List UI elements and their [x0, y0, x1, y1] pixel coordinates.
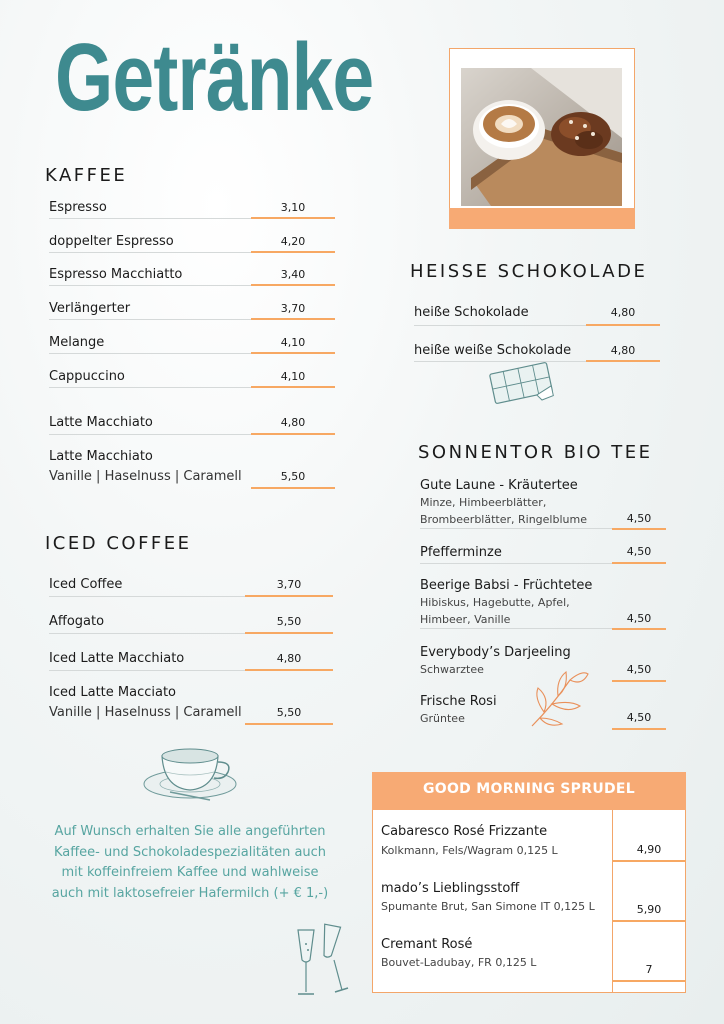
tee-heading: SONNENTOR BIO TEE	[418, 442, 653, 463]
item-price: 5,90	[636, 903, 662, 916]
item-price: 3,10	[280, 201, 306, 214]
item-rule	[420, 528, 612, 529]
price-underline	[245, 669, 333, 671]
price-underline	[251, 433, 335, 435]
item-description: Brombeerblätter, Ringelblume	[420, 513, 587, 526]
page-title: Getränke	[55, 24, 374, 131]
item-price: 4,50	[626, 545, 652, 558]
price-underline	[612, 920, 686, 922]
price-underline	[586, 360, 660, 362]
item-name: heiße weiße Schokolade	[414, 343, 572, 358]
item-price: 4,10	[280, 370, 306, 383]
item-name: Cappuccino	[49, 369, 125, 384]
item-rule	[414, 325, 586, 326]
item-rule	[49, 434, 251, 435]
item-description: Hibiskus, Hagebutte, Apfel,	[420, 596, 570, 609]
champagne-glasses-sketch-icon	[290, 920, 352, 1000]
iced-coffee-heading: ICED COFFEE	[45, 533, 192, 554]
item-price: 4,90	[636, 843, 662, 856]
item-rule	[49, 218, 251, 219]
item-price: 4,20	[280, 235, 306, 248]
price-underline	[251, 284, 335, 286]
item-price: 4,80	[276, 652, 302, 665]
coffee-cup-photo	[461, 68, 622, 206]
item-rule	[49, 633, 245, 634]
item-variants: Vanille | Haselnuss | Caramell	[49, 469, 242, 484]
item-description: Grüntee	[420, 712, 465, 725]
price-underline	[245, 595, 333, 597]
item-description: Spumante Brut, San Simone IT 0,125 L	[381, 900, 595, 913]
price-underline	[245, 723, 333, 725]
item-price: 4,50	[626, 711, 652, 724]
item-price: 5,50	[276, 615, 302, 628]
price-underline	[612, 628, 666, 630]
item-price: 4,50	[626, 512, 652, 525]
item-price: 4,80	[610, 306, 636, 319]
price-underline	[251, 217, 335, 219]
item-name: Cabaresco Rosé Frizzante	[381, 824, 548, 839]
item-rule	[420, 563, 612, 564]
item-rule	[49, 387, 251, 388]
item-name: heiße Schokolade	[414, 305, 529, 320]
kaffee-heading: KAFFEE	[45, 165, 128, 186]
item-name: Espresso Macchiatto	[49, 267, 183, 282]
note-line: Auf Wunsch erhalten Sie alle angeführten	[54, 824, 326, 839]
item-rule	[49, 353, 251, 354]
item-price: 4,80	[610, 344, 636, 357]
item-rule	[49, 252, 251, 253]
item-name: Espresso	[49, 200, 107, 215]
item-rule	[49, 596, 245, 597]
price-underline	[586, 324, 660, 326]
price-underline	[612, 980, 686, 982]
item-price: 4,50	[626, 612, 652, 625]
price-underline	[251, 487, 335, 489]
item-price: 5,50	[276, 706, 302, 719]
item-name: Gute Laune - Kräutertee	[420, 478, 578, 493]
item-name: Melange	[49, 335, 105, 350]
item-price: 4,50	[626, 663, 652, 676]
item-name: Iced Coffee	[49, 577, 123, 592]
price-underline	[251, 251, 335, 253]
price-underline	[612, 562, 666, 564]
item-name: Iced Latte Macchiato	[49, 651, 185, 666]
item-name: Pfefferminze	[420, 545, 502, 560]
price-underline	[251, 386, 335, 388]
laktosefrei-note	[48, 822, 332, 904]
item-description: Bouvet-Ladubay, FR 0,125 L	[381, 956, 537, 969]
item-price: 3,70	[276, 578, 302, 591]
item-name: Latte Macchiato	[49, 415, 153, 430]
item-price: 3,70	[280, 302, 306, 315]
item-name: Affogato	[49, 614, 105, 629]
price-underline	[245, 632, 333, 634]
item-variants: Vanille | Haselnuss | Caramell	[49, 705, 242, 720]
item-description: Minze, Himbeerblätter,	[420, 496, 547, 509]
item-name: Latte Macchiato	[49, 449, 153, 464]
item-description: Kolkmann, Fels/Wagram 0,125 L	[381, 844, 558, 857]
price-underline	[251, 318, 335, 320]
note-line: auch mit laktosefreier Hafermilch (+ € 1,-)	[51, 885, 329, 901]
note-line: Kaffee- und Schokoladespezialitäten auch	[53, 844, 327, 860]
coffee-cup-sketch-icon	[140, 742, 240, 804]
item-description: Schwarztee	[420, 663, 484, 676]
price-underline	[251, 352, 335, 354]
item-rule	[49, 670, 245, 671]
item-rule	[49, 319, 251, 320]
item-name: mado’s Lieblingsstoff	[381, 881, 520, 896]
price-underline	[612, 680, 666, 682]
item-name: Verlängerter	[49, 301, 131, 316]
item-name: Everybody’s Darjeeling	[420, 645, 571, 660]
price-underline	[612, 860, 686, 862]
tea-leaf-sketch-icon	[522, 666, 592, 730]
note-line: mit koffeinfreiem Kaffee und wahlweise	[61, 865, 319, 880]
chocolate-bar-sketch-icon	[486, 362, 556, 404]
price-underline	[612, 728, 666, 730]
item-price: 5,50	[280, 470, 306, 483]
schokolade-heading: HEISSE SCHOKOLADE	[410, 261, 648, 282]
item-rule	[49, 285, 251, 286]
item-description: Himbeer, Vanille	[420, 613, 511, 626]
item-rule	[420, 628, 612, 629]
item-price: 4,80	[280, 416, 306, 429]
item-price: 7	[645, 963, 653, 976]
item-name: Beerige Babsi - Früchtetee	[420, 578, 593, 593]
item-name: Frische Rosi	[420, 694, 497, 709]
price-underline	[612, 528, 666, 530]
sprudel-heading: GOOD MORNING SPRUDEL	[372, 772, 686, 810]
item-name: doppelter Espresso	[49, 234, 174, 249]
item-name: Cremant Rosé	[381, 937, 473, 952]
item-price: 3,40	[280, 268, 306, 281]
item-name: Iced Latte Macciato	[49, 685, 177, 700]
photo-accent-band	[449, 208, 635, 229]
item-price: 4,10	[280, 336, 306, 349]
